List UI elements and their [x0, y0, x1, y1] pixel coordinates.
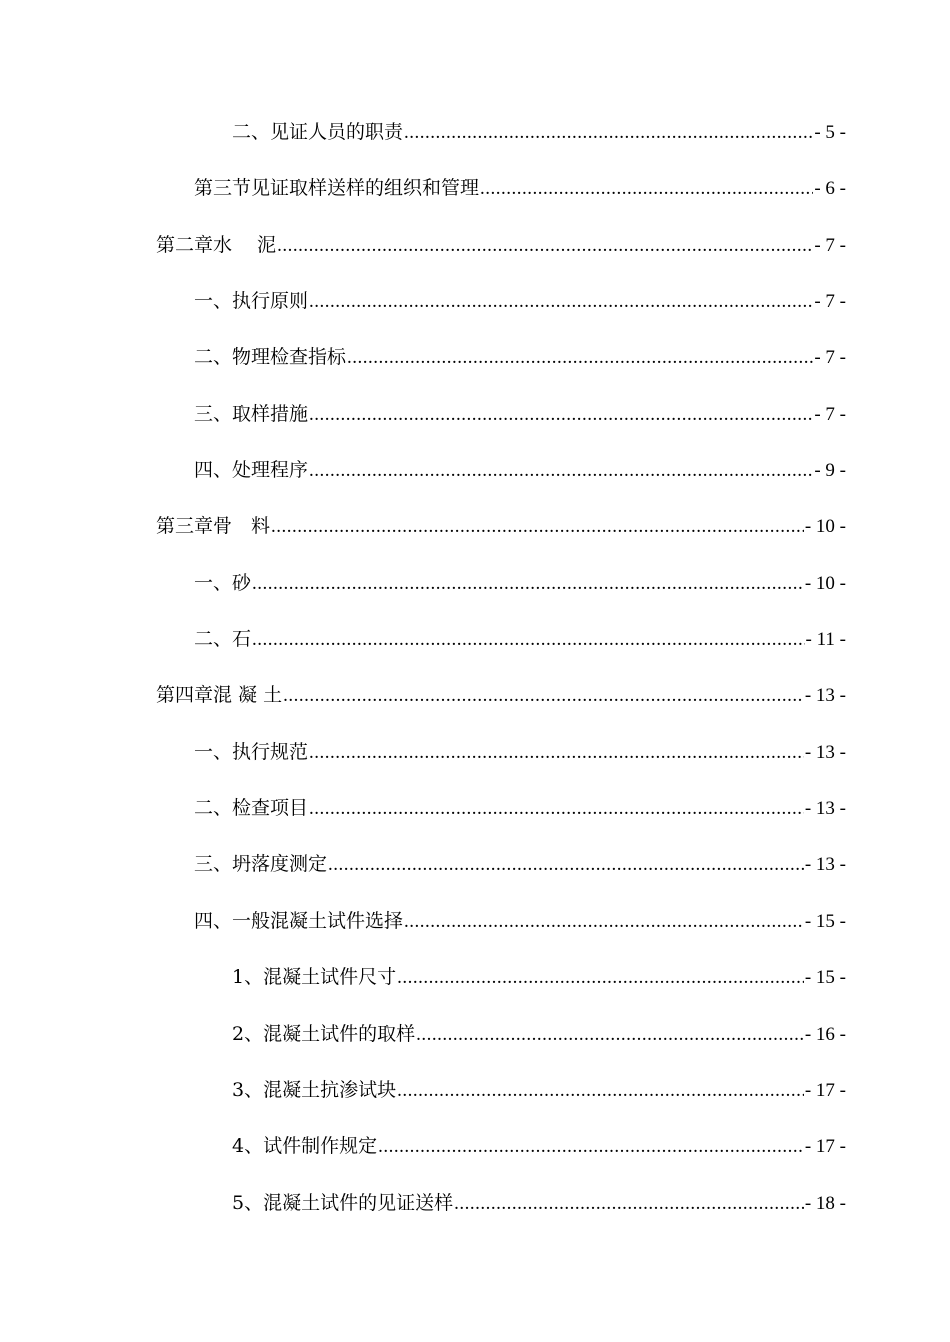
- toc-entry-number: 4、: [232, 1135, 264, 1157]
- toc-entry-number: 四、: [194, 459, 233, 481]
- toc-entry-number: 三、: [194, 853, 233, 875]
- toc-dot-leader: [252, 569, 804, 599]
- toc-entry-page: - 7 -: [814, 235, 846, 256]
- toc-entry[interactable]: [194, 624, 846, 654]
- toc-entry-number: 第三章: [156, 515, 214, 537]
- toc-dot-leader: [404, 907, 804, 937]
- toc-entry[interactable]: [194, 849, 846, 879]
- toc-entry[interactable]: [194, 173, 846, 203]
- toc-entry-title: 取样措施: [232, 403, 309, 425]
- toc-dot-leader: [252, 625, 805, 655]
- toc-dot-leader: [271, 512, 804, 542]
- toc-entry-title: 混凝土试件的见证送样: [263, 1192, 454, 1214]
- toc-entry-page: - 6 -: [814, 178, 846, 199]
- toc-dot-leader: [347, 343, 813, 373]
- toc-entry-title: 物理检查指标: [232, 346, 347, 368]
- toc-entry-number: 三、: [194, 403, 233, 425]
- toc-dot-leader: [309, 794, 804, 824]
- toc-entry[interactable]: [156, 680, 846, 710]
- toc-entry-number: 一、: [194, 572, 233, 594]
- toc-entry[interactable]: [232, 1075, 846, 1105]
- toc-entry-number: 第三节: [194, 177, 252, 199]
- toc-entry-page: - 15 -: [804, 967, 846, 988]
- toc-entry[interactable]: [156, 511, 846, 541]
- toc-entry-title: 混 凝 土: [213, 684, 283, 706]
- toc-entry-page: - 13 -: [804, 854, 846, 875]
- toc-entry-title: 砂: [232, 572, 252, 594]
- toc-entry-title: 见证取样送样的组织和管理: [251, 177, 480, 199]
- toc-entry-number: 二、: [194, 797, 233, 819]
- toc-entry[interactable]: [194, 793, 846, 823]
- toc-entry-number: 一、: [194, 290, 233, 312]
- toc-entry-page: - 13 -: [804, 742, 846, 763]
- toc-entry-number: 3、: [232, 1079, 264, 1101]
- toc-entry-title: 骨 料: [213, 515, 271, 537]
- toc-entry[interactable]: [232, 1188, 846, 1218]
- toc-dot-leader: [404, 118, 813, 148]
- toc-entry-page: - 13 -: [804, 685, 846, 706]
- toc-entry[interactable]: [232, 962, 846, 992]
- toc-entry-number: 四、: [194, 910, 233, 932]
- toc-entry-title: 水 泥: [213, 234, 277, 256]
- toc-entry-page: - 16 -: [804, 1024, 846, 1045]
- toc-entry[interactable]: [194, 286, 846, 316]
- toc-entry-number: 二、: [232, 121, 271, 143]
- toc-entry[interactable]: [156, 230, 846, 260]
- toc-entry-page: - 18 -: [804, 1193, 846, 1214]
- toc-entry-page: - 11 -: [805, 629, 846, 650]
- toc-entry[interactable]: [232, 1131, 846, 1161]
- toc-entry[interactable]: [194, 906, 846, 936]
- toc-dot-leader: [277, 231, 813, 261]
- toc-entry-page: - 17 -: [804, 1136, 846, 1157]
- toc-dot-leader: [397, 963, 804, 993]
- toc-entry-number: 1、: [232, 966, 264, 988]
- toc-dot-leader: [480, 174, 813, 204]
- toc-dot-leader: [397, 1076, 804, 1106]
- toc-entry-page: - 9 -: [814, 460, 846, 481]
- toc-entry-title: 执行规范: [232, 741, 309, 763]
- toc-dot-leader: [309, 456, 813, 486]
- toc-entry[interactable]: [194, 399, 846, 429]
- toc-entry-title: 试件制作规定: [263, 1135, 378, 1157]
- toc-entry-number: 5、: [232, 1192, 264, 1214]
- toc-entry-number: 第二章: [156, 234, 214, 256]
- toc-dot-leader: [309, 738, 804, 768]
- toc-entry-page: - 5 -: [814, 122, 846, 143]
- toc-entry-page: - 15 -: [804, 911, 846, 932]
- toc-entry-title: 处理程序: [232, 459, 309, 481]
- toc-entry[interactable]: [194, 455, 846, 485]
- toc-dot-leader: [328, 850, 804, 880]
- toc-entry[interactable]: [194, 568, 846, 598]
- toc-entry-page: - 13 -: [804, 798, 846, 819]
- toc-entry[interactable]: [232, 117, 846, 147]
- toc-dot-leader: [416, 1020, 804, 1050]
- toc-entry-title: 混凝土试件尺寸: [263, 966, 397, 988]
- toc-dot-leader: [454, 1189, 804, 1219]
- toc-entry-title: 见证人员的职责: [270, 121, 404, 143]
- toc-entry-title: 石: [232, 628, 252, 650]
- toc-entry-number: 二、: [194, 346, 233, 368]
- toc-entry-page: - 7 -: [814, 291, 846, 312]
- toc-entry-number: 第四章: [156, 684, 214, 706]
- toc-entry-number: 二、: [194, 628, 233, 650]
- toc-dot-leader: [309, 287, 813, 317]
- toc-entry-page: - 7 -: [814, 404, 846, 425]
- toc-entry[interactable]: [194, 737, 846, 767]
- toc-entry-title: 坍落度测定: [232, 853, 328, 875]
- toc-entry[interactable]: [232, 1019, 846, 1049]
- toc-dot-leader: [309, 400, 813, 430]
- toc-entry-title: 混凝土抗渗试块: [263, 1079, 397, 1101]
- toc-entry-number: 2、: [232, 1023, 264, 1045]
- toc-entry-title: 混凝土试件的取样: [263, 1023, 416, 1045]
- toc-entry-page: - 7 -: [814, 347, 846, 368]
- toc-entry-page: - 17 -: [804, 1080, 846, 1101]
- toc-entry-number: 一、: [194, 741, 233, 763]
- toc-entry-title: 一般混凝土试件选择: [232, 910, 404, 932]
- toc-entry[interactable]: [194, 342, 846, 372]
- toc-entry-title: 执行原则: [232, 290, 309, 312]
- toc-dot-leader: [283, 681, 804, 711]
- toc-entry-page: - 10 -: [804, 573, 846, 594]
- toc-dot-leader: [378, 1132, 804, 1162]
- toc-entry-title: 检查项目: [232, 797, 309, 819]
- toc-entry-page: - 10 -: [804, 516, 846, 537]
